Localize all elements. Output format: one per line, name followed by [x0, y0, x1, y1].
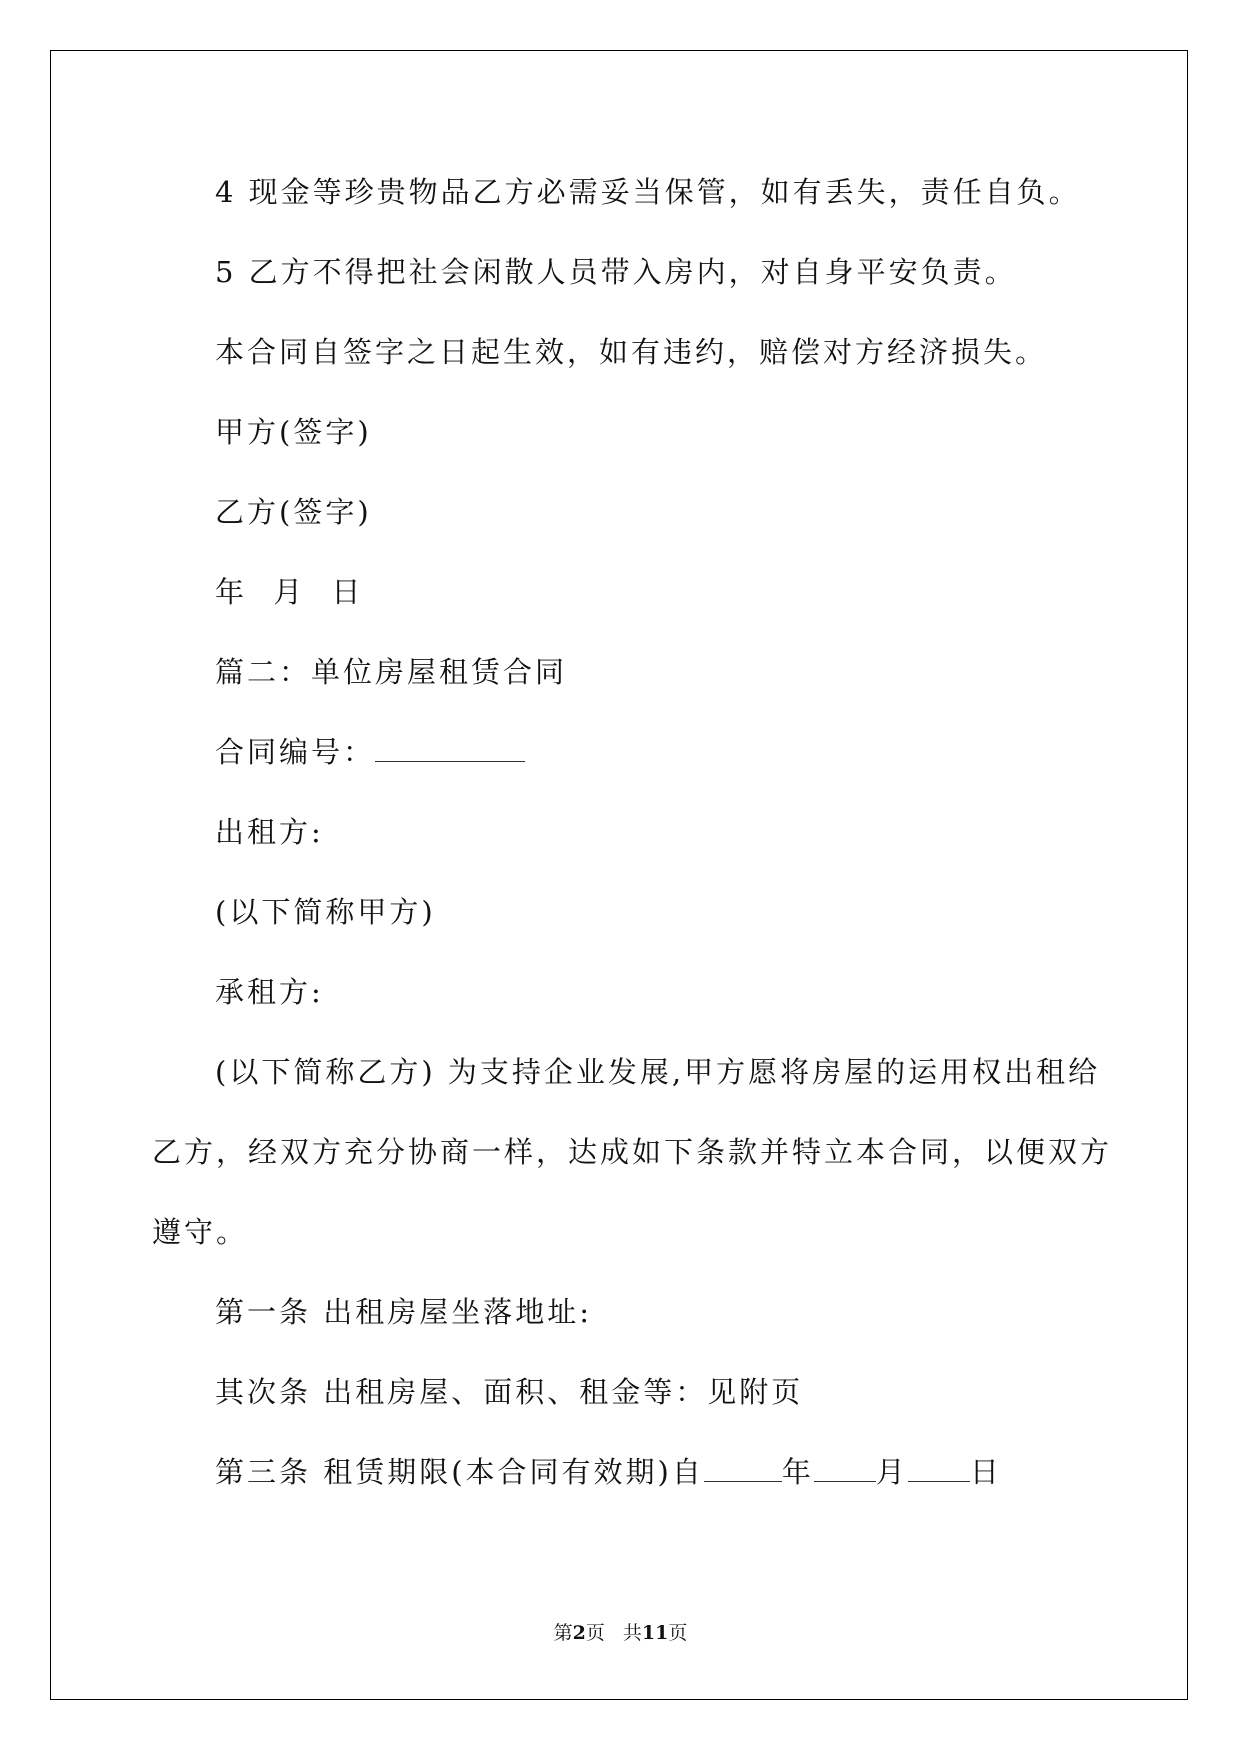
intro-paragraph-line-1: (以下简称乙方) 为支持企业发展,甲方愿将房屋的运用权出租给 — [215, 1055, 1101, 1089]
page-prefix: 第 — [553, 1622, 573, 1644]
lessee-label: 承租方: — [215, 975, 324, 1009]
party-b-signature: 乙方(签字) — [215, 495, 372, 529]
party-a-signature: 甲方(签字) — [215, 415, 372, 449]
paragraph-effective-clause: 本合同自签字之日起生效，如有违约，赔偿对方经济损失。 — [215, 335, 1048, 369]
lessor-label: 出租方: — [215, 815, 324, 849]
day-label: 日 — [969, 1455, 1002, 1489]
year-label: 年 — [781, 1455, 814, 1489]
total-pages: 11 — [641, 1622, 669, 1644]
contract-number-line — [215, 732, 525, 772]
article-1: 第一条 出租房屋坐落地址: — [215, 1295, 592, 1329]
lessor-alias: (以下简称甲方) — [215, 895, 436, 929]
paragraph-item-5: 5 乙方不得把社会闲散人员带入房内，对自身平安负责。 — [215, 255, 1017, 289]
month-label: 月 — [875, 1455, 908, 1489]
intro-paragraph-line-2: 乙方，经双方充分协商一样，达成如下条款并特立本合同，以便双方 — [152, 1135, 1113, 1169]
paragraph-item-4: 4 现金等珍贵物品乙方必需妥当保管，如有丢失，责任自负。 — [215, 175, 1081, 209]
page-number: 2 — [572, 1622, 586, 1644]
total-prefix: 共 — [622, 1622, 642, 1644]
article-3-text: 第三条 租赁期限(本合同有效期)自 — [215, 1455, 704, 1489]
contract-number-blank — [375, 735, 525, 762]
year-blank — [704, 1455, 782, 1482]
contract-number-label: 合同编号： — [215, 735, 376, 769]
section-title: 篇二：单位房屋租赁合同 — [215, 655, 568, 689]
page-footer — [0, 1618, 1241, 1645]
month-blank — [814, 1455, 876, 1482]
article-3 — [215, 1452, 1002, 1492]
day-blank — [908, 1455, 970, 1482]
date-line: 年 月 日 — [215, 575, 364, 609]
intro-paragraph-line-3: 遵守。 — [152, 1215, 249, 1249]
total-suffix: 页 — [668, 1622, 688, 1644]
article-2: 其次条 出租房屋、面积、租金等：见附页 — [215, 1375, 804, 1409]
page-suffix: 页 — [585, 1622, 605, 1644]
